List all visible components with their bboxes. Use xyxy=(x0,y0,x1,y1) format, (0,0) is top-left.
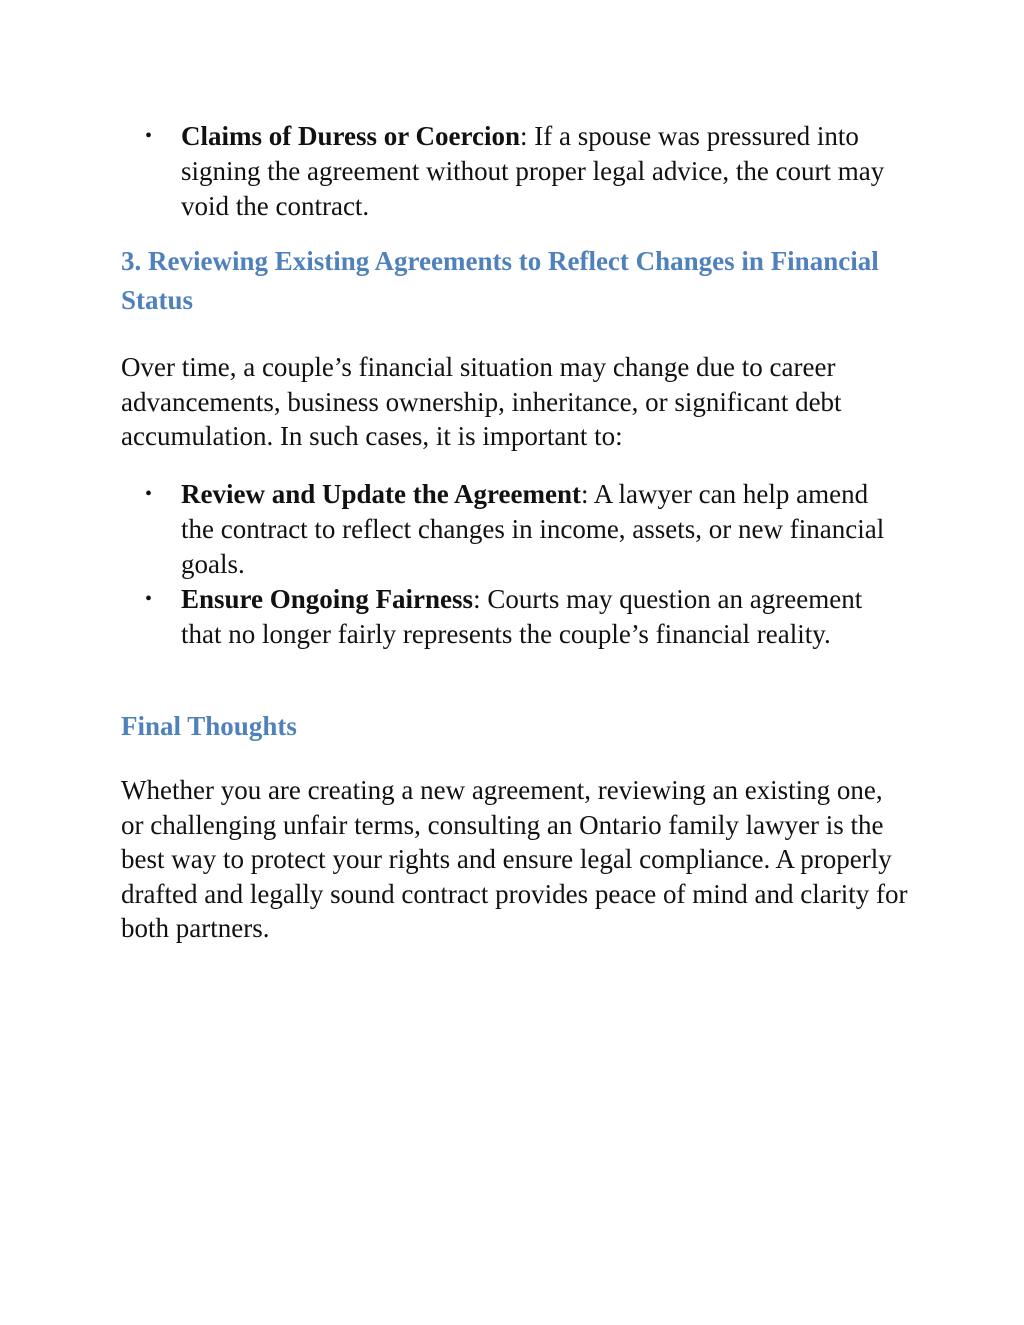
bullet-term: Claims of Duress or Coercion xyxy=(181,121,520,151)
bullet-text: : Courts may question an agreement that no longer fairly represents the couple’s financial reality. xyxy=(181,584,863,649)
bullet-icon: • xyxy=(145,483,153,505)
bullet-icon: • xyxy=(145,125,153,147)
final-thoughts-paragraph: Whether you are creating a new agreement, reviewing an existing one, or challenging unfair terms, consulting an Ontario family lawyer is the best way to protect your rights and ensure legal compliance. A properly drafted and legally sound contract provides peace of mind and clarity for both partners. xyxy=(121,775,908,943)
section-paragraph-financial-change: Over time, a couple’s financial situation may change due to career advancements, business ownership, inheritance, or significant debt accumulation. In such cases, it is important to: xyxy=(121,352,842,451)
duress-bullet-list xyxy=(0,119,1024,224)
list-item xyxy=(0,582,1024,652)
bullet-icon: • xyxy=(145,588,153,610)
bullet-text: : If a spouse was pressured into signing the agreement without proper legal advice, the court may void the contract. xyxy=(181,121,885,221)
list-item xyxy=(0,477,1024,582)
section-heading-reviewing: 3. Reviewing Existing Agreements to Reflect Changes in Financial Status xyxy=(121,246,879,315)
list-item xyxy=(0,119,1024,224)
final-thoughts-heading: Final Thoughts xyxy=(121,711,297,741)
bullet-term: Ensure Ongoing Fairness xyxy=(181,584,474,614)
bullet-term: Review and Update the Agreement xyxy=(181,479,581,509)
bullet-text: : A lawyer can help amend the contract to reflect changes in income, assets, or new financial goals. xyxy=(181,479,885,579)
review-bullet-list xyxy=(0,477,1024,652)
